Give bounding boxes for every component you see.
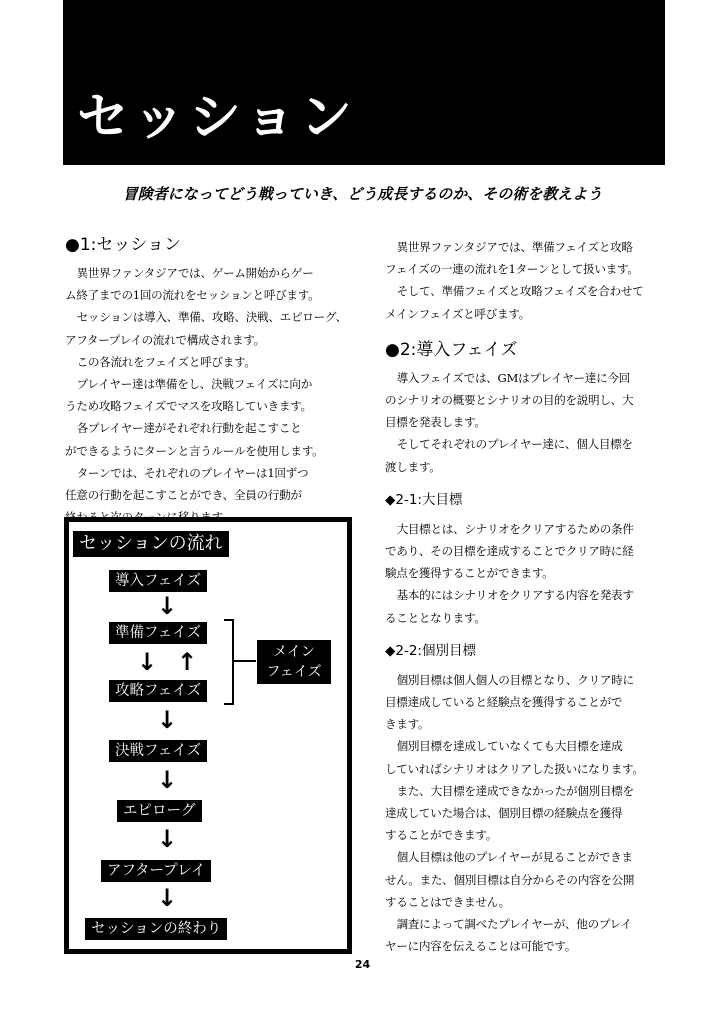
text-line: 基本的にはシナリオをクリアする内容を発表す <box>396 588 634 603</box>
text-line: 各プレイヤー達がそれぞれ行動を起こすこと <box>76 421 302 436</box>
section-heading-intro-phase: ●2:導入フェイズ <box>385 339 518 360</box>
text-line: プレイヤー達は準備をし、決戦フェイズに向か <box>76 377 313 392</box>
arrow-up-icon: ↑ <box>177 648 198 676</box>
right-column <box>385 236 680 957</box>
main-phase-connector <box>234 660 256 662</box>
main-phase-label-line: メイン <box>273 644 315 660</box>
flow-step-intro: 導入フェイズ <box>109 570 207 592</box>
main-phase-label <box>257 640 331 684</box>
text-line: そして、準備フェイズと攻略フェイズを合わせて <box>396 284 644 299</box>
paragraph <box>385 367 680 434</box>
paragraph <box>65 262 353 306</box>
section-heading-session: ●1:セッション <box>65 235 182 255</box>
paragraph <box>385 735 680 779</box>
text-line: 異世界ファンタジアでは、準備フェイズと攻略 <box>396 240 633 254</box>
text-line: フェイズの一連の流れを1ターンとして扱います。 <box>385 262 639 277</box>
text-line: ターンでは、それぞれのプレイヤーは1回ずつ <box>76 465 309 480</box>
paragraph <box>385 280 680 324</box>
main-phase-bracket <box>224 619 234 705</box>
text-line: セッションは導入、準備、攻略、決戦、エピローグ、 <box>76 310 347 325</box>
text-line: せん。また、個別目標は自分からその内容を公開 <box>385 872 635 887</box>
arrow-down-icon: ↓ <box>137 648 158 676</box>
text-line: のシナリオの概要とシナリオの目的を説明し、大 <box>385 393 634 408</box>
page-number: 24 <box>354 958 371 971</box>
text-line: ができるようにターンと言うルールを使用します。 <box>65 443 324 458</box>
text-line: 目標を発表します。 <box>385 415 486 430</box>
text-line: 任意の行動を起こすことができ、全員の行動が <box>65 488 302 503</box>
paragraph <box>65 417 353 461</box>
text-line: 目標達成していると経験点を獲得することがで <box>385 695 623 710</box>
paragraph <box>385 846 680 913</box>
arrow-down-icon: ↓ <box>157 766 178 794</box>
text-line: することはできません。 <box>385 894 510 909</box>
text-line: そしてそれぞれのプレイヤー達に、個人目標を <box>396 437 633 452</box>
paragraph <box>65 373 353 417</box>
arrow-down-icon: ↓ <box>157 825 178 853</box>
paragraph <box>385 584 680 628</box>
text-line: していればシナリオはクリアした扱いになります。 <box>385 761 644 776</box>
text-line: きます。 <box>385 717 430 732</box>
title-banner <box>63 0 665 165</box>
paragraph <box>385 669 680 736</box>
text-line: アフタープレイの流れで構成されます。 <box>65 332 265 347</box>
paragraph <box>65 351 353 373</box>
text-line: また、大目標を達成できなかったが個別目標を <box>396 783 634 798</box>
text-line: メインフェイズと呼びます。 <box>385 306 530 321</box>
paragraph <box>385 780 680 847</box>
paragraph <box>385 913 680 957</box>
paragraph <box>65 306 353 350</box>
flow-step-capture: 攻略フェイズ <box>109 680 207 702</box>
text-line: うため攻略フェイズでマスを攻略していきます。 <box>65 399 312 414</box>
text-line: 達成していた場合は、個別目標の経験点を獲得 <box>385 806 623 821</box>
subsection-heading-main-goal: ◆2-1:大目標 <box>385 491 463 508</box>
text-line: ることとなります。 <box>385 610 486 625</box>
text-line: 個人目標は他のプレイヤーが見ることができま <box>396 850 633 865</box>
flow-step-epilogue: エピローグ <box>117 800 202 822</box>
paragraph <box>385 236 680 280</box>
flow-step-battle: 決戦フェイズ <box>109 740 207 762</box>
text-line: 個別目標を達成していなくても大目標を達成 <box>396 739 623 754</box>
text-line: 験点を獲得することができます。 <box>385 566 554 581</box>
text-line: ム終了までの1回の流れをセッションと呼びます。 <box>65 288 320 303</box>
paragraph <box>385 433 680 477</box>
spacer <box>385 325 680 337</box>
left-column <box>65 232 353 528</box>
session-flow-diagram <box>64 517 352 954</box>
text-line: 調査によって調べたプレイヤーが、他のプレイ <box>396 917 632 932</box>
text-line: この各流れをフェイズと呼びます。 <box>76 354 256 369</box>
text-line: 異世界ファンタジアでは、ゲーム開始からゲー <box>76 266 314 280</box>
page-title: セッション <box>77 88 356 148</box>
arrow-down-icon: ↓ <box>157 884 178 912</box>
arrow-down-icon: ↓ <box>157 706 178 734</box>
subsection-heading-individual-goal: ◆2-2:個別目標 <box>385 642 476 659</box>
text-line: することができます。 <box>385 828 498 843</box>
text-line: 大目標とは、シナリオをクリアするための条件 <box>396 521 634 536</box>
main-phase-label-line: フェイズ <box>266 664 322 680</box>
arrow-down-icon: ↓ <box>157 592 178 620</box>
flow-step-afterplay: アフタープレイ <box>101 860 211 882</box>
subtitle: 冒険者になってどう戦っていき、どう成長するのか、その術を教えよう <box>122 185 603 203</box>
text-line: 渡します。 <box>385 459 441 474</box>
flow-step-prepare: 準備フェイズ <box>109 622 207 644</box>
text-line: 導入フェイズでは、GMはプレイヤー達に今回 <box>396 370 630 385</box>
text-line: ヤーに内容を伝えることは可能です。 <box>385 939 577 954</box>
paragraph <box>385 518 680 585</box>
text-line: であり、その目標を達成することでクリア時に経 <box>385 544 634 559</box>
text-line: 個別目標は個人個人の目標となり、クリア時に <box>396 672 634 687</box>
flow-step-end: セッションの終わり <box>85 918 227 940</box>
flow-title: セッションの流れ <box>73 531 229 557</box>
